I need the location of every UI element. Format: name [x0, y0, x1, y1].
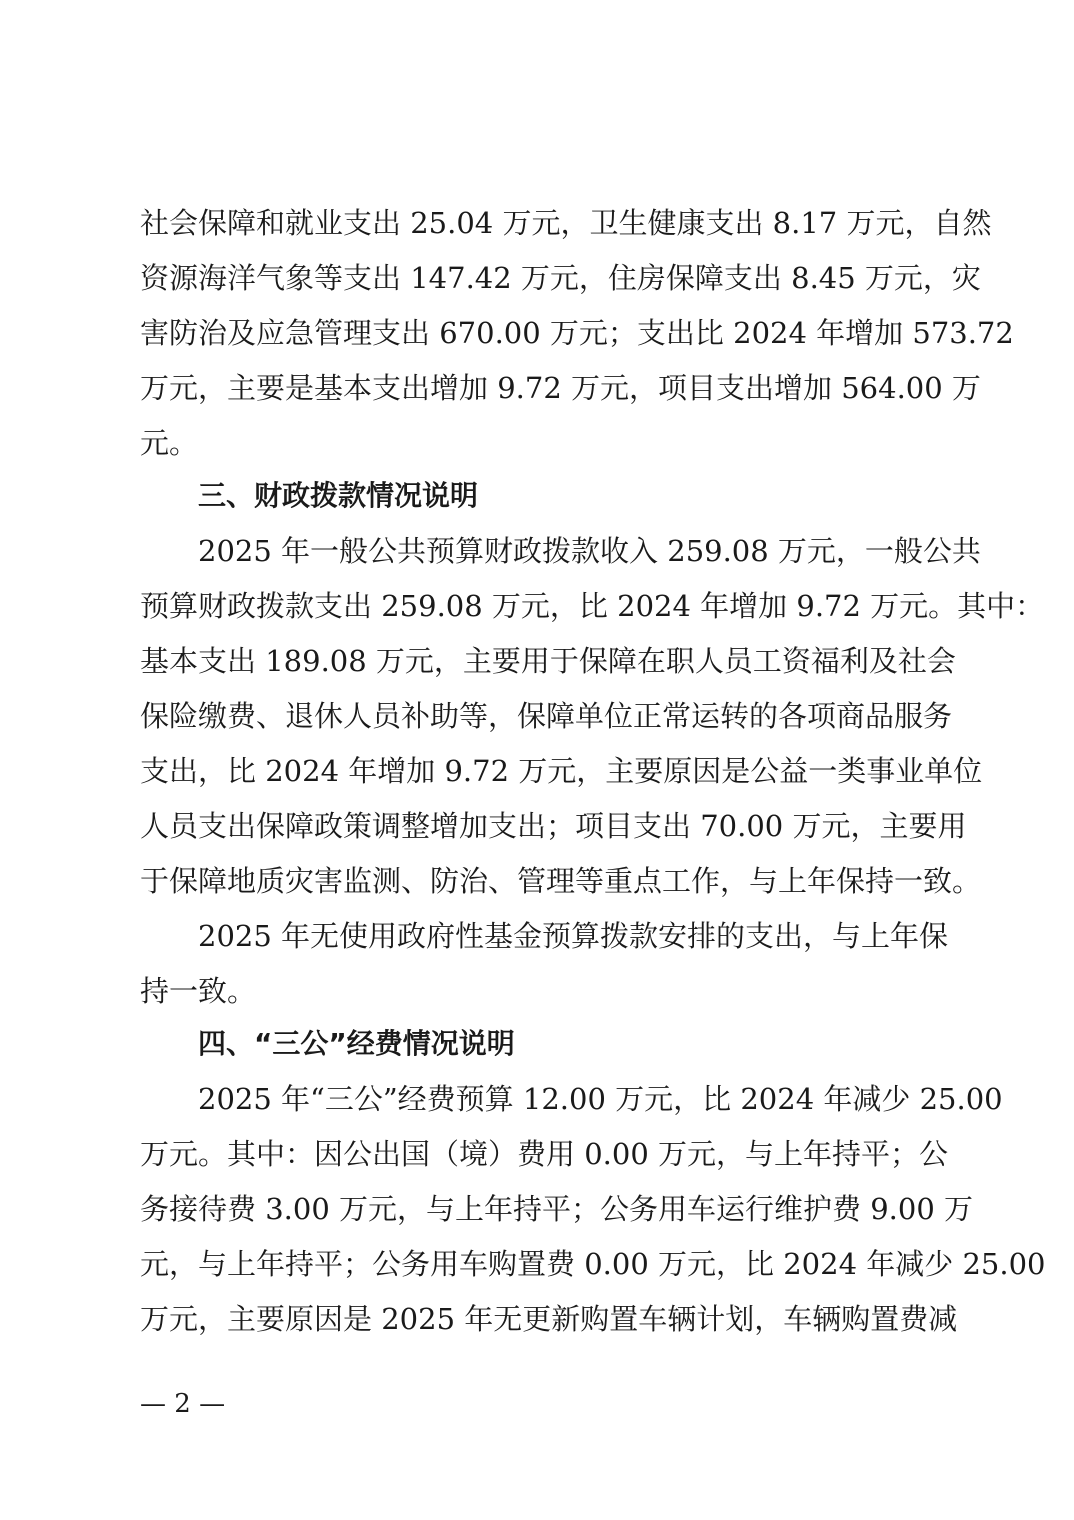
paragraph-line: 社会保障和就业支出 25.04 万元，卫生健康支出 8.17 万元，自然	[140, 206, 992, 240]
paragraph-line: 持一致。	[140, 974, 257, 1008]
paragraph-line: 万元。其中：因公出国（境）费用 0.00 万元，与上年持平；公	[140, 1137, 949, 1171]
paragraph-line: 元。	[140, 426, 199, 460]
page-number: — 2 —	[140, 1389, 226, 1419]
paragraph-line: 支出，比 2024 年增加 9.72 万元，主要原因是公益一类事业单位	[140, 754, 983, 788]
section-heading-three-public-expenses: 四、“三公”经费情况说明	[198, 1027, 515, 1060]
paragraph-line: 资源海洋气象等支出 147.42 万元，住房保障支出 8.45 万元，灾	[140, 261, 981, 295]
paragraph-line: 万元，主要原因是 2025 年无更新购置车辆计划，车辆购置费减	[140, 1302, 958, 1336]
paragraph-line: 人员支出保障政策调整增加支出；项目支出 70.00 万元，主要用	[140, 809, 967, 843]
paragraph-line: 万元，主要是基本支出增加 9.72 万元，项目支出增加 564.00 万	[140, 371, 981, 405]
paragraph-line: 2025 年一般公共预算财政拨款收入 259.08 万元，一般公共	[198, 534, 981, 568]
paragraph-line: 2025 年“三公”经费预算 12.00 万元，比 2024 年减少 25.00	[198, 1082, 1003, 1116]
paragraph-line: 于保障地质灾害监测、防治、管理等重点工作，与上年保持一致。	[140, 864, 982, 898]
paragraph-line: 基本支出 189.08 万元，主要用于保障在职人员工资福利及社会	[140, 644, 956, 678]
paragraph-line: 务接待费 3.00 万元，与上年持平；公务用车运行维护费 9.00 万	[140, 1192, 974, 1226]
paragraph-line: 预算财政拨款支出 259.08 万元，比 2024 年增加 9.72 万元。其中：	[140, 589, 1045, 623]
paragraph-line: 保险缴费、退休人员补助等，保障单位正常运转的各项商品服务	[140, 699, 953, 733]
paragraph-line: 元，与上年持平；公务用车购置费 0.00 万元，比 2024 年减少 25.00	[140, 1247, 1046, 1281]
paragraph-line: 害防治及应急管理支出 670.00 万元；支出比 2024 年增加 573.72	[140, 316, 1014, 350]
paragraph-line: 2025 年无使用政府性基金预算拨款安排的支出，与上年保	[198, 919, 949, 953]
section-heading-financial-appropriation: 三、财政拨款情况说明	[198, 479, 479, 512]
